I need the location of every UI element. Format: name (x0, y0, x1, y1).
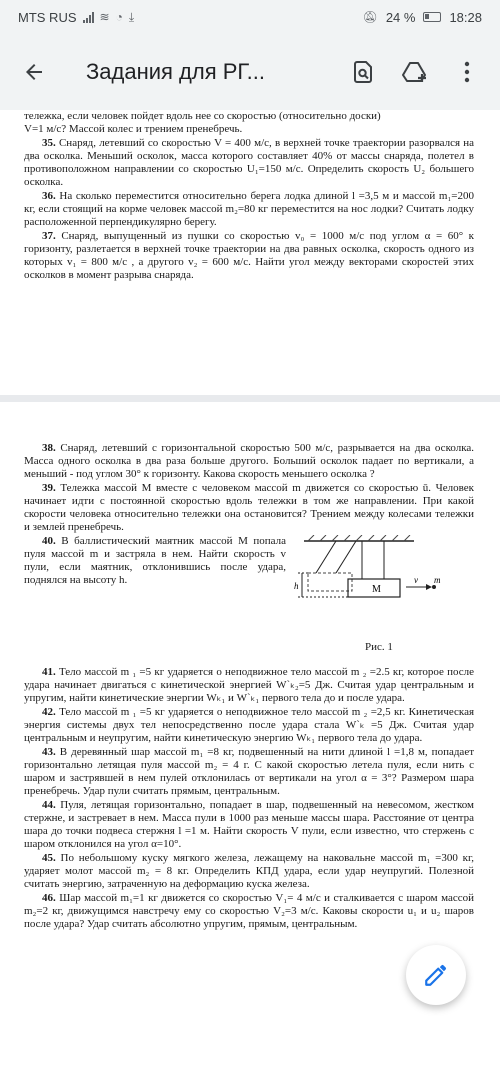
back-button[interactable] (12, 50, 56, 94)
problem-42: 42. Тело массой m ₁ =5 кг ударяется о неподвижное тело массой m ₂ =2,5 кг. Кинетическая энергия системы двух тел непосредственно после удара стала W`ₖ =5 Дж. Считая удар центральным и неупругим, найти кинетическую энергию Wₖ₁ первого тела до удара. (24, 706, 475, 744)
status-bar (0, 0, 500, 34)
search-in-document-button[interactable] (348, 57, 378, 87)
app-bar (0, 34, 500, 110)
problem-46: 46. Шар массой m₁=1 кг движется со скоростью V₁= 4 м/с и сталкивается с шаром массой m₂=2 кг, движущимся навстречу ему со скоростью V₂=3 м/с. Каковы скорости u₁ и u₂ шаров после удара? Удар считать абсолютно упругим, прямым, центральным. (24, 892, 475, 930)
problem-36: 36. На сколько переместится относительно берега лодка длиной l =3,5 м и массой m₁=200 кг, если стоящий на корме человек массой m₂=80 кг переместится на нос лодки? Считать лодку расположенной перпендикулярно берегу. (24, 190, 475, 228)
ballistic-pendulum-figure (294, 535, 474, 635)
signal-icon (83, 12, 94, 23)
figure-caption: Рис. 1 (365, 641, 393, 653)
add-to-drive-button[interactable] (400, 57, 430, 87)
label-M: M (372, 584, 381, 595)
pdf-page-1 (0, 110, 500, 395)
label-h: h (294, 581, 299, 591)
problem-39: 39. Тележка массой M вместе с человеком массой m движется со скоростью ū. Человек начинает идти с постоянной скоростью вдоль тележки в том же направлении. При какой скорости человека относительно тележки она остановится? Трением между колесами тележки и землей пренебречь. (24, 482, 475, 533)
battery-percent: 24 % (385, 9, 416, 25)
problem-45: 45. По небольшому куску мягкого железа, лежащему на наковальне массой m₁ =300 кг, ударяет молот массой m₂ = 8 кг. Определить КПД удара, если удар неупругий. Полезной считать энергию, затраченную на деформацию куска железа. (24, 852, 474, 890)
edit-pencil-icon (423, 962, 449, 988)
problem-43: 43. В деревянный шар массой m₁ =8 кг, подвешенный на нити длиной l =1,8 м, попадает горизонтально летящая пуля массой m₂ = 4 г. С какой скоростью летела пуля, если нить с шаром и застрявшей в нем пулей отклонилась от вертикали на угол α = 3°? Размером шара пренебречь. Удар пули считать прямым, центральным. (24, 746, 475, 797)
document-title: Задания для РГ... (86, 59, 265, 84)
problem-35: 35. Снаряд, летевший со скоростью V = 400 м/с, в верхней точке траектории разорвался на два осколка. Меньший осколок, масса которого составляет 40% от массы снаряда, полетел в противоположном направлении со скоростью U₁=150 м/с. Определить скорость U₂ большего осколка. (24, 137, 475, 188)
problem-44: 44. Пуля, летящая горизонтально, попадает в шар, подвешенный на невесомом, жестком стержне, и застревает в нем. Масса пули в 1000 раз меньше массы шара. Расстояние от центра шара до точки подвеса стержня l =1 м. Найти скорость V пули, если известно, что стержень с шаром отклонился на угол α=10°. (24, 799, 474, 850)
download-icon: ⤓ (128, 9, 135, 24)
wifi-icon: ≋ (99, 10, 110, 24)
notification-icon: ◔ (115, 10, 123, 24)
problem-34-tail: V=1 м/с? Массой колес и трением пренебречь. (24, 123, 243, 135)
problem-38: 38. Снаряд, летевший с горизонтальной скоростью 500 м/с, разрывается на два осколка. Масса одного осколка в два раза больше другого. Больший осколок падает по вертикали, а меньший - под углом 30° к горизонту. Какова скорость меньшего осколка ? (24, 442, 475, 480)
document-viewer[interactable] (0, 110, 500, 1083)
search-document-icon (351, 60, 375, 84)
problem-40: 40. В баллистический маятник массой M попала пуля массой m и застряла в нем. Найти скорость v пули, если маятник, отклонившись после удара, поднялся на высоту h. (24, 535, 287, 586)
more-vert-icon (464, 61, 470, 83)
problem-41: 41. Тело массой m ₁ =5 кг ударяется о неподвижное тело массой m ₂ =2.5 кг, которое после удара начинает двигаться с кинетической энергией W`ₖ₂=5 Дж. Считая удар центральным и упругим, найти кинетические энергии Wₖ₁ и W`ₖ₁ первого тела до и после удара. (24, 666, 475, 704)
carrier-name: MTS RUS (18, 9, 77, 25)
problem-37: 37. Снаряд, выпущенный из пушки со скоростью v₀ = 1000 м/с под углом α = 60° к горизонту, разлетается в верхней точке траектории на два равных осколка, скорость одного из которых v₁ = 800 м/с , а другого v₂ = 600 м/с. Найти угол между векторами скоростей этих осколков в момент разрыва снаряда. (24, 230, 475, 281)
more-options-button[interactable] (452, 57, 482, 87)
add-to-drive-icon (402, 60, 428, 84)
edit-fab-button[interactable] (406, 945, 466, 1005)
mute-icon: 🔕︎ (362, 10, 378, 24)
label-m: m (434, 575, 441, 585)
battery-icon (423, 12, 441, 22)
arrow-back-icon (22, 60, 46, 84)
clock: 18:28 (449, 9, 482, 25)
cut-off-line: тележка, если человек пойдет вдоль нее со скоростью (относительно доски) (24, 110, 381, 122)
label-v: v (414, 575, 418, 585)
